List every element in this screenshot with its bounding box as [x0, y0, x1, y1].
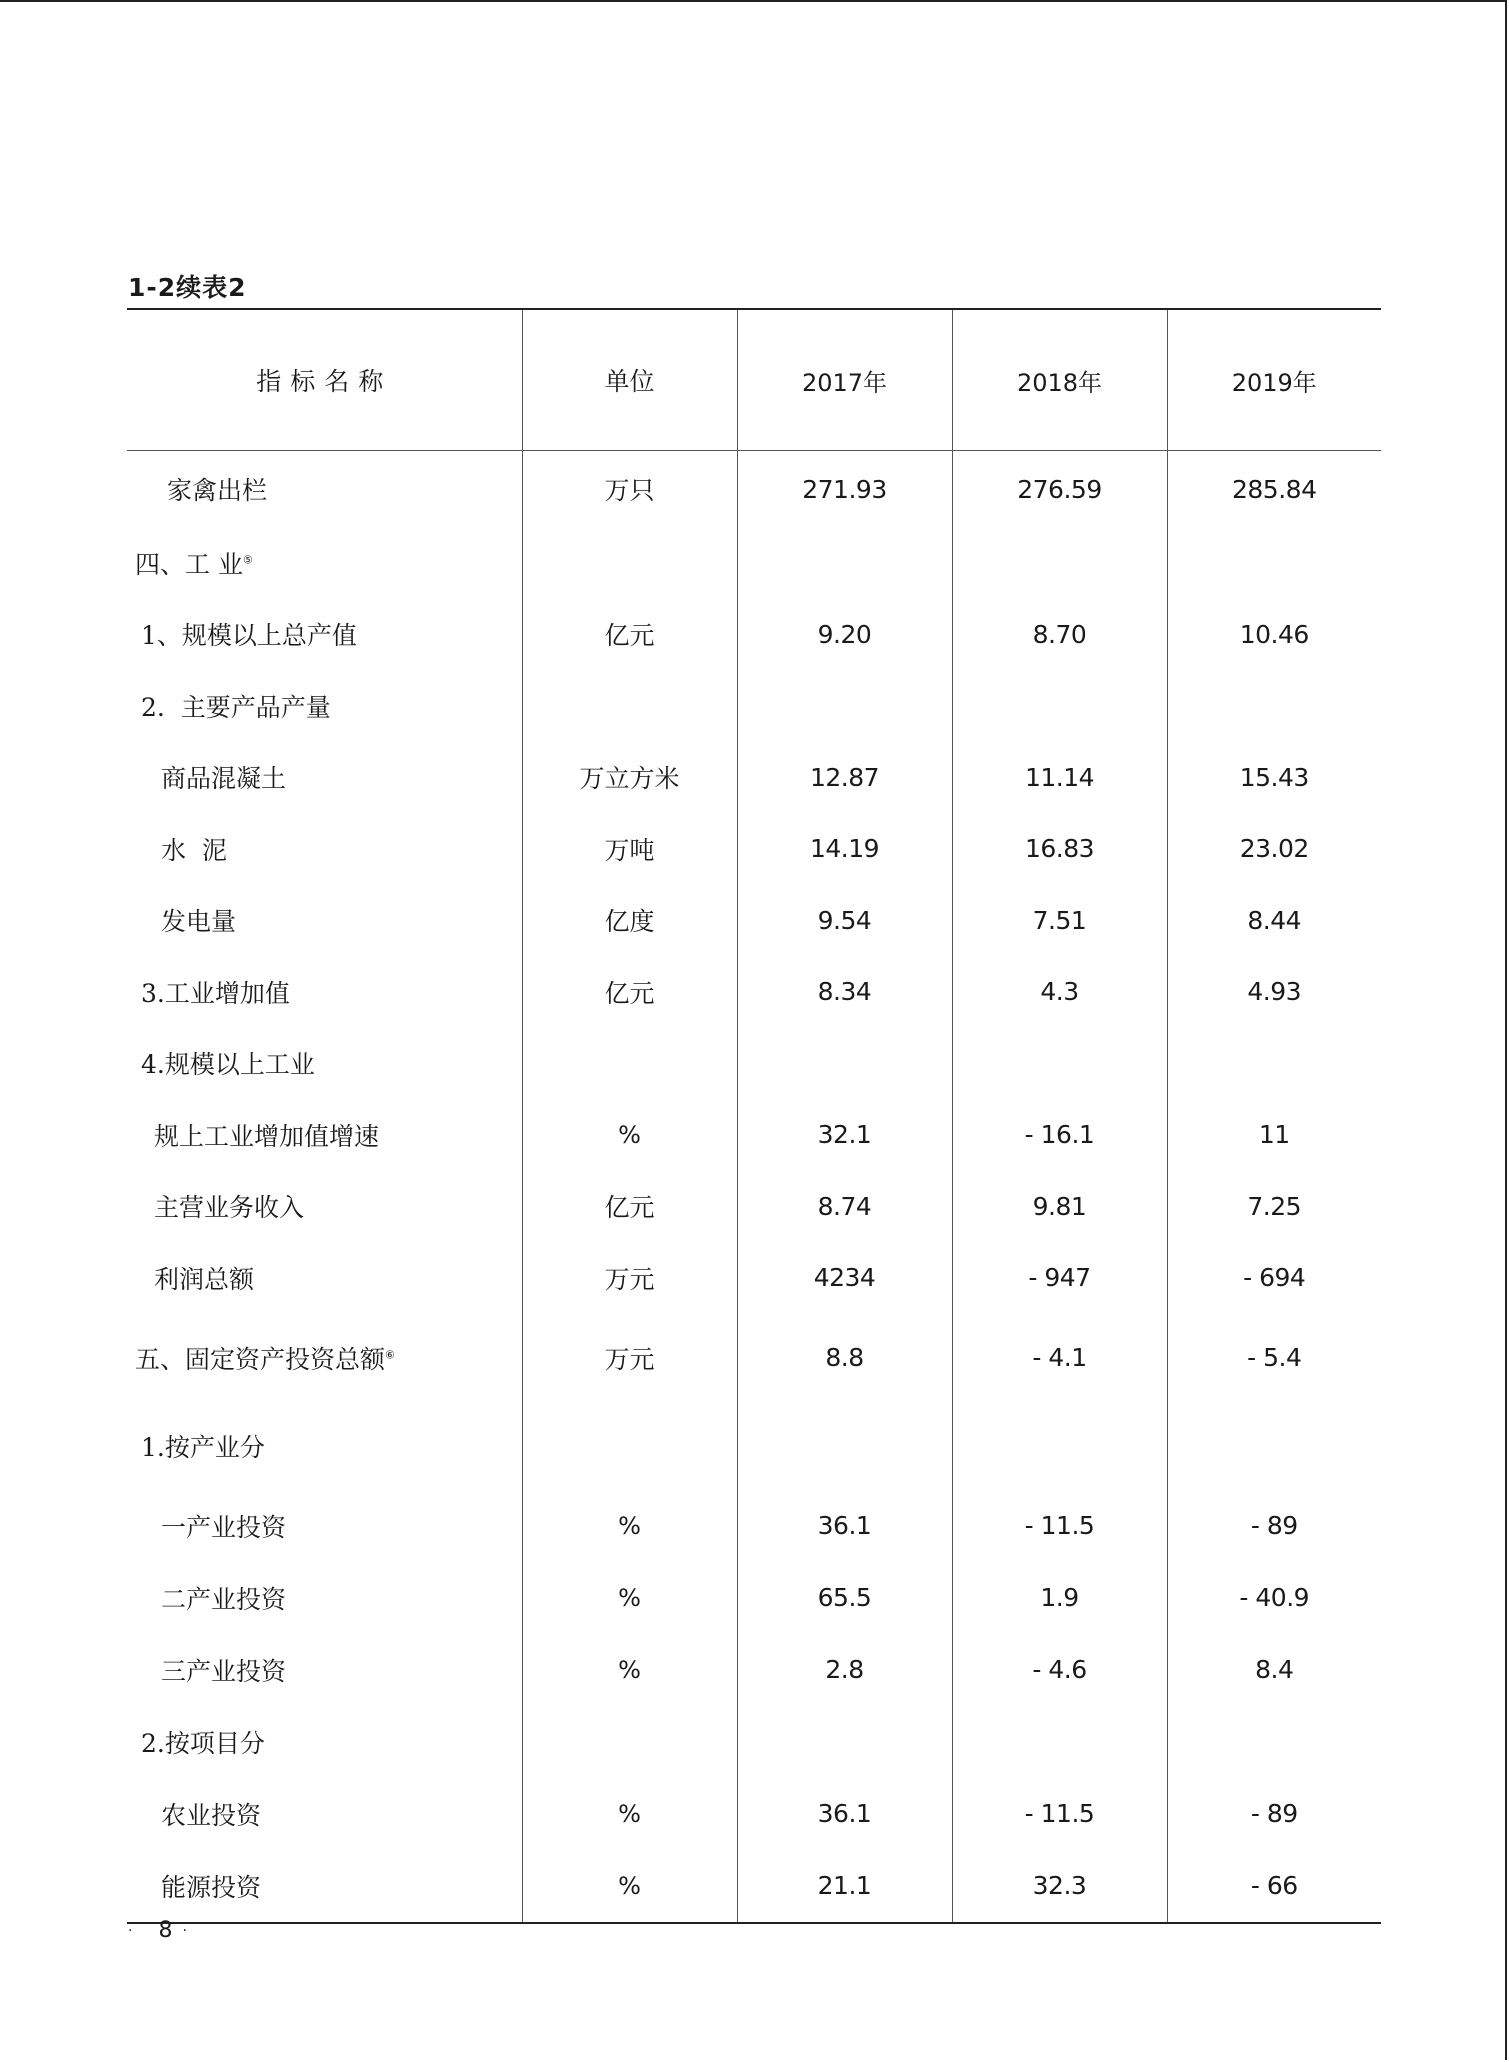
row-name: 规上工业增加值增速 — [154, 1121, 380, 1151]
table-row — [127, 1706, 1381, 1778]
row-unit: 亿元 — [522, 1171, 737, 1243]
value-2018: 16.83 — [952, 813, 1167, 885]
value-2019 — [1167, 670, 1381, 742]
value-2019: 4.93 — [1167, 956, 1381, 1028]
value-2017: 12.87 — [737, 742, 952, 814]
value-2017: 8.34 — [737, 956, 952, 1028]
row-unit: % — [522, 1634, 737, 1706]
value-2019: 10.46 — [1167, 599, 1381, 671]
row-name: 2.按项目分 — [141, 1728, 265, 1758]
footnote-marker: ⑥ — [385, 1348, 395, 1362]
table-row — [127, 670, 1381, 742]
value-2018: 4.3 — [952, 956, 1167, 1028]
value-2018: 9.81 — [952, 1171, 1167, 1243]
value-2018 — [952, 527, 1167, 599]
table-row — [127, 1314, 1381, 1402]
value-2019 — [1167, 527, 1381, 599]
row-unit: 万元 — [522, 1242, 737, 1314]
value-2019: 285.84 — [1167, 451, 1381, 528]
table-row — [127, 1562, 1381, 1634]
page-number-value: 8 — [158, 1918, 173, 1943]
row-name: 1、规模以上总产值 — [141, 621, 357, 651]
value-2019: - 66 — [1167, 1850, 1381, 1923]
value-2017: 8.74 — [737, 1171, 952, 1243]
table-row — [127, 451, 1381, 528]
table-row — [127, 885, 1381, 957]
header-year-2019: 2019年 — [1167, 309, 1381, 451]
table-row — [127, 1402, 1381, 1490]
value-2019: 8.4 — [1167, 1634, 1381, 1706]
row-unit — [522, 527, 737, 599]
value-2018: - 11.5 — [952, 1490, 1167, 1562]
table-row — [127, 527, 1381, 599]
row-unit — [522, 670, 737, 742]
row-name: 四、工 业⑤ — [135, 549, 253, 579]
value-2018: 8.70 — [952, 599, 1167, 671]
row-unit: 亿元 — [522, 599, 737, 671]
value-2019 — [1167, 1402, 1381, 1490]
row-unit: % — [522, 1778, 737, 1850]
value-2018: - 4.6 — [952, 1634, 1167, 1706]
value-2017: 9.54 — [737, 885, 952, 957]
value-2018: - 4.1 — [952, 1314, 1167, 1402]
page-number-dot-right: · — [182, 1923, 187, 1939]
table-row — [127, 742, 1381, 814]
row-name: 三产业投资 — [161, 1656, 287, 1686]
value-2019: 15.43 — [1167, 742, 1381, 814]
row-unit: 万吨 — [522, 813, 737, 885]
row-name: 商品混凝土 — [161, 764, 287, 794]
row-unit: 万立方米 — [522, 742, 737, 814]
row-name: 一产业投资 — [161, 1512, 287, 1542]
footnote-marker: ⑤ — [242, 553, 253, 567]
row-unit: 亿元 — [522, 956, 737, 1028]
value-2018 — [952, 1402, 1167, 1490]
row-unit: 万只 — [522, 451, 737, 528]
value-2017: 271.93 — [737, 451, 952, 528]
value-2018: 32.3 — [952, 1850, 1167, 1923]
table-row — [127, 1242, 1381, 1314]
value-2017: 65.5 — [737, 1562, 952, 1634]
row-unit: 亿度 — [522, 885, 737, 957]
value-2017: 36.1 — [737, 1778, 952, 1850]
statistics-table — [127, 308, 1381, 1924]
header-year-2018: 2018年 — [952, 309, 1167, 451]
table-title: 1-2续表2 — [128, 273, 247, 302]
value-2017: 32.1 — [737, 1099, 952, 1171]
row-name: 利润总额 — [154, 1264, 255, 1294]
value-2018 — [952, 1028, 1167, 1100]
row-unit: % — [522, 1850, 737, 1923]
table-row — [127, 813, 1381, 885]
value-2017: 21.1 — [737, 1850, 952, 1923]
value-2017: 36.1 — [737, 1490, 952, 1562]
value-2019 — [1167, 1706, 1381, 1778]
header-row — [127, 309, 1381, 451]
page-number-dot-left: · — [128, 1923, 133, 1939]
row-name: 2. 主要产品产量 — [141, 692, 331, 722]
value-2017: 9.20 — [737, 599, 952, 671]
value-2019: - 40.9 — [1167, 1562, 1381, 1634]
row-name: 农业投资 — [161, 1800, 262, 1830]
value-2018: 276.59 — [952, 451, 1167, 528]
value-2019: - 89 — [1167, 1778, 1381, 1850]
header-indicator-name: 指标名称 — [127, 309, 522, 451]
value-2017 — [737, 1028, 952, 1100]
row-unit — [522, 1028, 737, 1100]
row-name: 发电量 — [161, 907, 237, 937]
value-2019: - 694 — [1167, 1242, 1381, 1314]
value-2017 — [737, 670, 952, 742]
row-name: 五、固定资产投资总额⑥ — [135, 1344, 395, 1374]
row-unit: % — [522, 1490, 737, 1562]
value-2017 — [737, 527, 952, 599]
table-row — [127, 1850, 1381, 1923]
value-2018 — [952, 670, 1167, 742]
value-2019: - 5.4 — [1167, 1314, 1381, 1402]
value-2019: 7.25 — [1167, 1171, 1381, 1243]
row-name: 水 泥 — [161, 835, 227, 865]
header-unit: 单位 — [522, 309, 737, 451]
header-year-2017: 2017年 — [737, 309, 952, 451]
table-row — [127, 1171, 1381, 1243]
value-2017: 14.19 — [737, 813, 952, 885]
value-2019: - 89 — [1167, 1490, 1381, 1562]
table-row — [127, 1490, 1381, 1562]
row-unit — [522, 1402, 737, 1490]
value-2018 — [952, 1706, 1167, 1778]
table-row — [127, 1634, 1381, 1706]
row-name: 二产业投资 — [161, 1584, 287, 1614]
value-2018: 7.51 — [952, 885, 1167, 957]
table-row — [127, 1099, 1381, 1171]
value-2018: - 11.5 — [952, 1778, 1167, 1850]
row-unit: % — [522, 1562, 737, 1634]
row-unit: 万元 — [522, 1314, 737, 1402]
page-number — [128, 1918, 187, 1943]
row-name: 3.工业增加值 — [141, 978, 290, 1008]
row-name: 1.按产业分 — [141, 1432, 265, 1462]
value-2018: 1.9 — [952, 1562, 1167, 1634]
row-name: 主营业务收入 — [154, 1193, 305, 1223]
table-row — [127, 599, 1381, 671]
value-2019: 8.44 — [1167, 885, 1381, 957]
table-row — [127, 1028, 1381, 1100]
row-name: 能源投资 — [161, 1872, 262, 1902]
row-name: 家禽出栏 — [167, 476, 268, 505]
value-2017 — [737, 1706, 952, 1778]
value-2019: 11 — [1167, 1099, 1381, 1171]
value-2017: 8.8 — [737, 1314, 952, 1402]
row-unit: % — [522, 1099, 737, 1171]
value-2019 — [1167, 1028, 1381, 1100]
value-2018: - 16.1 — [952, 1099, 1167, 1171]
value-2017: 2.8 — [737, 1634, 952, 1706]
row-name: 4.规模以上工业 — [141, 1050, 315, 1080]
value-2017 — [737, 1402, 952, 1490]
value-2018: 11.14 — [952, 742, 1167, 814]
row-unit — [522, 1706, 737, 1778]
value-2017: 4234 — [737, 1242, 952, 1314]
table-row — [127, 956, 1381, 1028]
value-2018: - 947 — [952, 1242, 1167, 1314]
table-row — [127, 1778, 1381, 1850]
value-2019: 23.02 — [1167, 813, 1381, 885]
